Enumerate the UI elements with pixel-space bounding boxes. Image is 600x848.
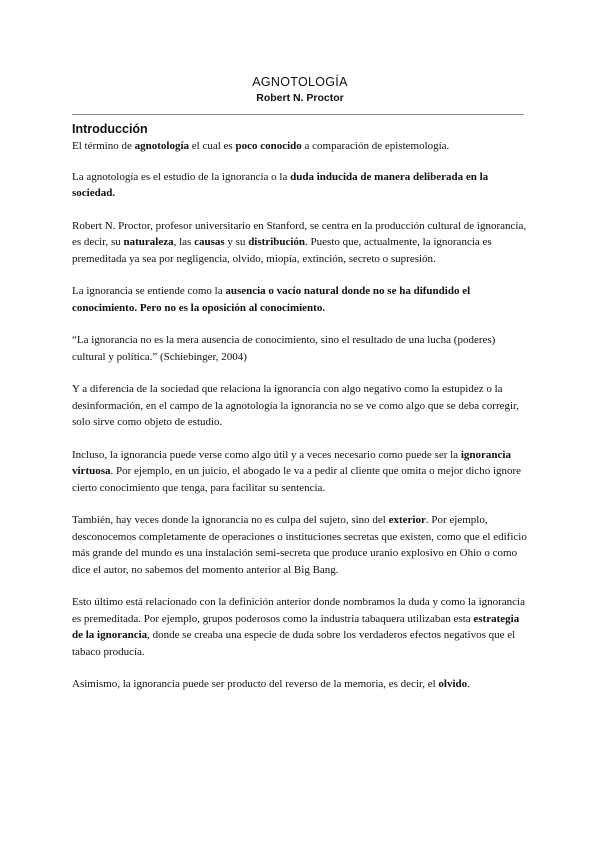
text-run: Y a diferencia de la sociedad que relaciona la ignorancia con algo negativo como la estupidez o la desinformación, en el campo de la agnotología la ignorancia no se ve como algo que se deba corregir, solo sirve como objeto de estudio. xyxy=(72,383,520,428)
body-paragraph xyxy=(72,169,527,202)
section-heading: Introducción xyxy=(72,122,148,136)
text-run: . Por ejemplo, desconocemos completamente de operaciones o instituciones secretas que existen, como que el edificio más grande del mundo es una instalación semi-secreta que produce uranio explosivo en Ohio o como dice el autor, no sabemos del momento anterior al Big Bang. xyxy=(72,514,527,576)
bold-text: causas xyxy=(194,236,225,248)
bold-text: ignorancia virtuosa xyxy=(72,448,511,477)
bold-text: exterior xyxy=(388,514,426,526)
text-run: el cual es xyxy=(189,140,236,152)
body-paragraph xyxy=(72,594,527,660)
text-run: También, hay veces donde la ignorancia no es culpa del sujeto, sino del xyxy=(72,514,389,526)
body-paragraph xyxy=(72,283,527,316)
text-run: Esto último está relacionado con la definición anterior donde nombramos la duda y como la ignorancia es premeditada. Por ejemplo, grupos poderosos como la industria tabaquera utilizaban esta xyxy=(72,596,525,625)
text-run: La agnotología es el estudio de la ignorancia o la xyxy=(72,170,291,183)
document-title: AGNOTOLOGÍA xyxy=(252,75,348,89)
text-run: . xyxy=(467,678,470,690)
bold-text: ausencia o vacío natural donde no se ha difundido el conocimiento. Pero no es la oposición al conocimiento. xyxy=(72,285,471,314)
body-paragraph xyxy=(72,447,527,497)
bold-text: agnotología xyxy=(134,140,190,152)
text-run: , donde se creaba una especie de duda sobre los verdaderos efectos negativos que el tabaco producía. xyxy=(72,629,516,658)
document-body xyxy=(72,121,527,709)
text-run: a comparación de epistemología. xyxy=(301,140,450,152)
text-run: . Por ejemplo, en un juicio, el abogado le va a pedir al cliente que omita o mejor dicho ignore cierto conocimiento que tenga, para facilitar su sentencia. xyxy=(72,465,522,494)
document-header xyxy=(0,74,600,105)
bold-text: olvido xyxy=(438,678,468,690)
text-run: La ignorancia se entiende como la xyxy=(72,285,226,297)
text-run: Asimismo, la ignorancia puede ser producto del reverso de la memoria, es decir, el xyxy=(72,678,439,690)
text-run: “La ignorancia no es la mera ausencia de conocimiento, sino el resultado de una lucha (poderes) cultural y política.” (Schiebinger, 2004) xyxy=(72,334,496,363)
text-run: Robert N. Proctor, profesor universitario en Stanford, se centra en la producción cultural de ignorancia, es decir, su xyxy=(72,219,527,248)
bold-text: distribución xyxy=(248,236,306,248)
text-run: El término de xyxy=(72,140,135,152)
body-paragraph xyxy=(72,381,527,431)
header-divider xyxy=(72,114,524,115)
text-run: . Puesto que, actualmente, la ignorancia es premeditada ya sea por negligencia, olvido, miopía, extinción, secreto o supresión. xyxy=(72,236,492,265)
paragraph-list xyxy=(72,138,527,693)
body-paragraph xyxy=(72,512,527,578)
body-paragraph xyxy=(72,676,527,693)
bold-text: estrategia de la ignorancia xyxy=(72,612,520,641)
bold-text: naturaleza xyxy=(123,236,174,248)
bold-text: duda inducida de manera deliberada en la sociedad. xyxy=(72,170,489,199)
text-run: Incluso, la ignorancia puede verse como algo útil y a veces necesario como puede ser la xyxy=(72,448,461,461)
text-run: y su xyxy=(224,236,249,248)
bold-text: poco conocido xyxy=(235,140,302,152)
document-author: Robert N. Proctor xyxy=(256,92,344,104)
body-paragraph xyxy=(72,138,527,155)
text-run: , las xyxy=(173,236,195,248)
body-paragraph xyxy=(72,332,527,365)
body-paragraph xyxy=(72,218,527,268)
